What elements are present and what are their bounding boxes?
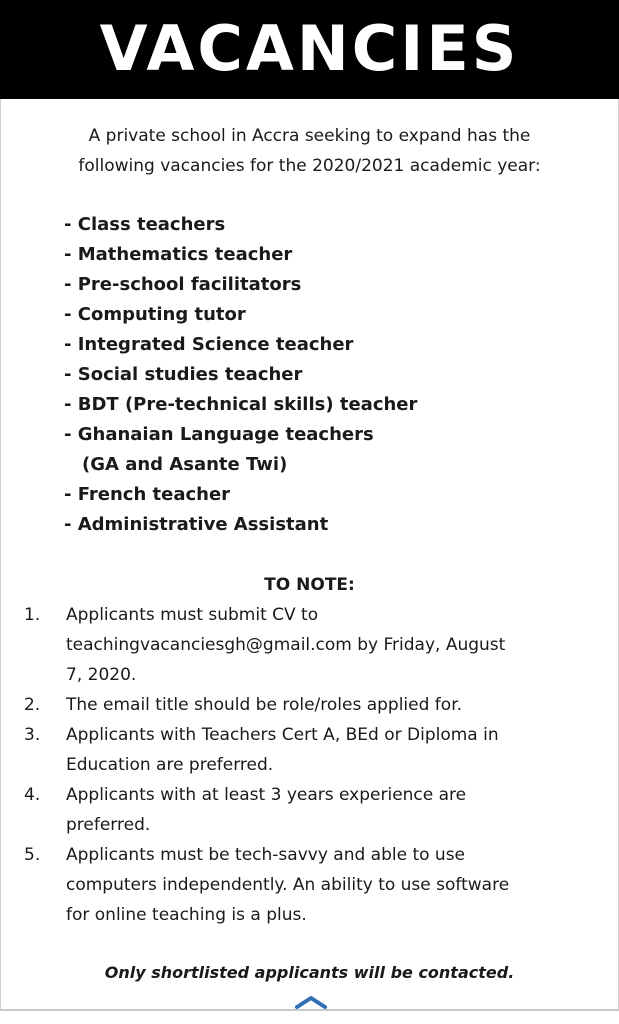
vacancy-item: - Computing tutor <box>64 304 246 325</box>
note-text: preferred. <box>66 815 151 835</box>
intro-line: following vacancies for the 2020/2021 academic year: <box>78 156 541 176</box>
vacancy-item: - BDT (Pre-technical skills) teacher <box>64 394 418 415</box>
note-text: computers independently. An ability to use software <box>66 875 510 895</box>
page-title: VACANCIES <box>99 11 520 85</box>
note-number: 5. <box>24 845 41 865</box>
intro-paragraph <box>0 121 619 181</box>
intro-line: A private school in Accra seeking to expand has the <box>88 126 531 146</box>
vacancy-item: - French teacher <box>64 484 231 505</box>
note-text: The email title should be role/roles applied for. <box>66 695 463 715</box>
vacancies-banner <box>0 0 619 99</box>
chevron-up-icon[interactable] <box>294 994 328 1010</box>
note-text: Applicants must submit CV to <box>66 605 319 625</box>
vacancy-item: - Mathematics teacher <box>64 244 293 265</box>
vacancy-item: - Ghanaian Language teachers <box>64 424 374 445</box>
notes-heading: TO NOTE: <box>264 575 355 595</box>
vacancy-list <box>64 210 417 540</box>
vacancy-item: - Social studies teacher <box>64 364 303 385</box>
note-number: 4. <box>24 785 41 805</box>
note-number: 2. <box>24 695 41 715</box>
vacancy-item: - Class teachers <box>64 214 226 235</box>
note-text: Applicants must be tech-savvy and able to use <box>66 845 466 865</box>
note-number: 3. <box>24 725 41 745</box>
shortlist-notice: Only shortlisted applicants will be contacted. <box>104 963 515 982</box>
note-item <box>0 600 591 690</box>
note-text: Education are preferred. <box>66 755 274 775</box>
note-text: 7, 2020. <box>66 665 137 685</box>
note-text: Applicants with at least 3 years experience are <box>66 785 467 805</box>
note-number: 1. <box>24 605 41 625</box>
vacancy-item: - Integrated Science teacher <box>64 334 354 355</box>
vacancy-item: - Pre-school facilitators <box>64 274 302 295</box>
vacancy-item-continuation: (GA and Asante Twi) <box>82 454 288 475</box>
note-text: Applicants with Teachers Cert A, BEd or Diploma in <box>66 725 499 745</box>
note-item <box>0 690 591 720</box>
note-text: teachingvacanciesgh@gmail.com by Friday, August <box>66 635 506 655</box>
note-item <box>0 780 591 840</box>
note-text: for online teaching is a plus. <box>66 905 307 925</box>
note-item <box>0 840 591 930</box>
notes-list <box>0 600 619 930</box>
vacancy-item: - Administrative Assistant <box>64 514 329 535</box>
note-item <box>0 720 591 780</box>
